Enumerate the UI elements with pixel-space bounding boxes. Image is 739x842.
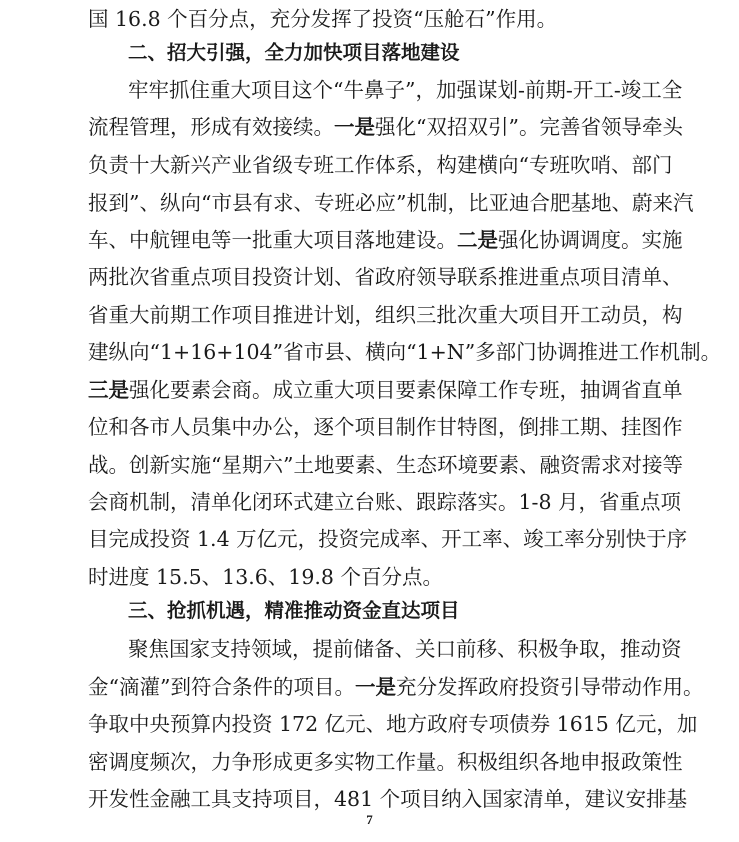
enumeration-marker: 二是 — [457, 228, 498, 252]
paragraph-line: 国 16.8 个百分点，充分发挥了投资“压舱石”作用。 — [88, 7, 558, 31]
paragraph-text: 强化要素会商。成立重大项目要素保障工作专班，抽调省直单 — [129, 378, 683, 402]
paragraph-text: 流程管理，形成有效接续。 — [88, 115, 334, 139]
paragraph-text: 强化协调调度。实施 — [498, 228, 683, 252]
paragraph-line: 聚焦国家支持领域，提前储备、关口前移、积极争取，推动资 — [128, 637, 682, 661]
paragraph-line: 时进度 15.5、13.6、19.8 个百分点。 — [88, 565, 443, 589]
section-heading-2: 二、招大引强，全力加快项目落地建设 — [128, 41, 460, 64]
enumeration-marker: 一是 — [354, 675, 396, 699]
paragraph-text: 车、中航锂电等一批重大项目落地建设。 — [88, 228, 457, 252]
enumeration-marker: 一是 — [334, 115, 375, 139]
section-heading-3: 三、抢抓机遇，精准推动资金直达项目 — [128, 599, 460, 622]
paragraph-line: 两批次省重点项目投资计划、省政府领导联系推进重点项目清单、 — [88, 265, 683, 289]
paragraph-line — [88, 112, 683, 142]
paragraph-line — [88, 672, 704, 702]
enumeration-marker: 三是 — [88, 378, 129, 402]
paragraph-line — [88, 375, 683, 405]
paragraph-text: 强化“双招双引”。完善省领导牵头 — [375, 115, 683, 139]
paragraph-text: 充分发挥政府投资引导带动作用。 — [395, 675, 704, 699]
paragraph-line: 战。创新实施“星期六”土地要素、生态环境要素、融资需求对接等 — [88, 453, 683, 477]
paragraph-line: 报到”、纵向“市县有求、专班必应”机制，比亚迪合肥基地、蔚来汽 — [88, 191, 694, 215]
paragraph-text: 金“滴灌”到符合条件的项目。 — [88, 675, 355, 699]
paragraph-line — [88, 225, 683, 255]
paragraph-line: 负责十大新兴产业省级专班工作体系，构建横向“专班吹哨、部门 — [88, 153, 673, 177]
paragraph-line: 牢牢抓住重大项目这个“牛鼻子”，加强谋划-前期-开工-竣工全 — [128, 78, 683, 102]
paragraph-line: 省重大前期工作项目推进计划，组织三批次重大项目开工动员，构 — [88, 303, 683, 327]
paragraph-line: 目完成投资 1.4 万亿元，投资完成率、开工率、竣工率分别快于序 — [88, 527, 688, 551]
paragraph-line: 建纵向“1+16+104”省市县、横向“1+N”多部门协调推进工作机制。 — [88, 340, 722, 364]
page-number: 7 — [366, 812, 373, 827]
paragraph-line: 争取中央预算内投资 172 亿元、地方政府专项债券 1615 亿元，加 — [88, 712, 698, 736]
paragraph-line: 开发性金融工具支持项目，481 个项目纳入国家清单，建议安排基 — [88, 787, 688, 811]
paragraph-line: 位和各市人员集中办公，逐个项目制作甘特图，倒排工期、挂图作 — [88, 415, 683, 439]
paragraph-line: 会商机制，清单化闭环式建立台账、跟踪落实。1-8 月，省重点项 — [88, 490, 682, 514]
paragraph-line: 密调度频次，力争形成更多实物工作量。积极组织各地申报政策性 — [88, 750, 683, 774]
